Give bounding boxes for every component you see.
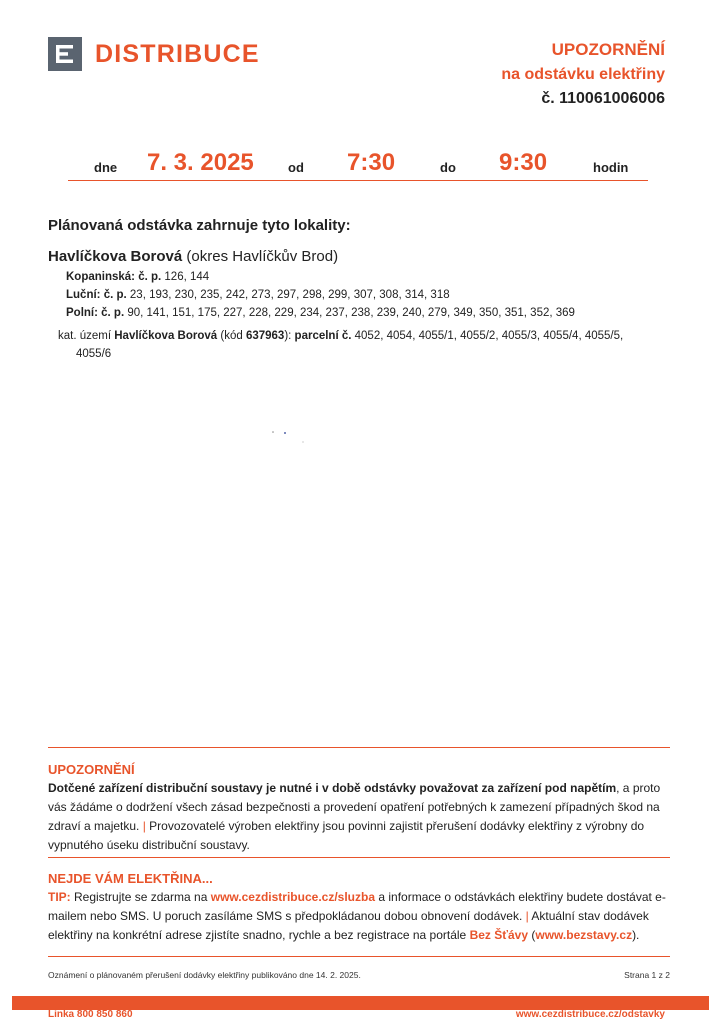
footer-band: [12, 996, 709, 1010]
outage-date: 7. 3. 2025: [147, 149, 254, 176]
town-name: Havlíčkova Borová: [48, 248, 183, 265]
divider: [48, 956, 670, 957]
hotline-text: Linka 800 850 860: [48, 1009, 133, 1020]
street-numbers: 23, 193, 230, 235, 242, 273, 297, 298, 299, 307, 308, 314, 318: [126, 289, 450, 301]
street-name: Kopaninská: č. p.: [66, 271, 162, 283]
warning-title: UPOZORNĚNÍ: [48, 762, 135, 777]
town-district: (okres Havlíčkův Brod): [182, 248, 339, 265]
outage-start-time: 7:30: [347, 149, 396, 176]
cadastral-parcels: [58, 327, 670, 363]
street-numbers: 126, 144: [161, 271, 210, 283]
logo-text: DISTRIBUCE: [95, 39, 260, 68]
cadastral-code-prefix: (kód: [217, 330, 246, 342]
no-power-text-5: ).: [632, 928, 640, 942]
divider: [48, 747, 670, 748]
localities-heading: Plánovaná odstávka zahrnuje tyto lokality:: [48, 217, 351, 234]
parcel-numbers-continued: 4055/6: [76, 348, 112, 360]
day-label: dne: [94, 160, 118, 175]
publication-note: Oznámení o plánovaném přerušení dodávky elektřiny publikováno dne 14. 2. 2025.: [48, 970, 361, 980]
divider: [48, 857, 670, 858]
no-power-text-2: a informace o odstávkách elektřiny budete dostávat e-mailem nebo SMS. U poruch zasíláme SMS s předpokládanou dobou obnovení dodávek.: [48, 890, 666, 923]
warning-text-1: , a proto vás žádáme o dodržení všech zásad bezpečnosti a provedení opatření potřebných k zamezení případných škod na zdraví a majetku.: [48, 781, 661, 833]
registration-link[interactable]: www.cezdistribuce.cz/sluzba: [210, 890, 376, 904]
notice-title: [501, 37, 665, 111]
portal-name: Bez Šťávy: [469, 928, 529, 942]
street-name: Polní: č. p.: [66, 307, 125, 319]
no-power-text-4: (: [528, 928, 536, 942]
no-power-title: NEJDE VÁM ELEKTŘINA...: [48, 871, 213, 886]
company-logo: [48, 37, 260, 71]
street-item: [66, 304, 575, 322]
hours-label: hodin: [593, 160, 629, 175]
parcel-numbers: 4052, 4054, 4055/1, 4055/2, 4055/3, 4055/4, 4055/5,: [351, 330, 624, 342]
notice-number: č. 110061006006: [541, 90, 665, 107]
warning-separator: |: [142, 819, 146, 833]
no-power-text: [48, 888, 673, 945]
warning-text-2: Provozovatelé výroben elektřiny jsou povinni zajistit přerušení dodávky elektřiny z výrobny do vypnutého úseku distribuční soustavy.: [48, 819, 645, 852]
street-item: [66, 286, 575, 304]
warning-bold-text: Dotčené zařízení distribuční soustavy je nutné i v době odstávky považovat za zařízení pod napětím: [48, 781, 617, 795]
scan-specks: [270, 426, 310, 446]
tip-label: TIP:: [48, 890, 71, 904]
cadastral-area-name: Havlíčkova Borová: [114, 330, 218, 342]
to-label: do: [440, 160, 456, 175]
no-power-text-3: Aktuální stav dodávek elektřiny na konkrétní adrese zjistíte snadno, rychle a bez registrace na portále: [48, 909, 649, 942]
parcel-label: parcelní č.: [294, 330, 352, 342]
street-list: [66, 268, 575, 322]
schedule-row: [68, 146, 648, 181]
cez-logo-icon: [48, 37, 82, 71]
street-name: Luční: č. p.: [66, 289, 127, 301]
cadastral-prefix: kat. území: [58, 330, 115, 342]
outage-end-time: 9:30: [499, 149, 548, 176]
town-line: [48, 248, 338, 265]
outages-website-link[interactable]: www.cezdistribuce.cz/odstavky: [515, 1009, 665, 1020]
no-power-text-1: Registrujte se zdarma na: [70, 890, 211, 904]
notice-heading: UPOZORNĚNÍ: [551, 40, 665, 59]
page-number: Strana 1 z 2: [624, 970, 670, 980]
cadastral-code: 637963: [245, 330, 285, 342]
cadastral-code-suffix: ):: [284, 330, 295, 342]
no-power-separator: |: [525, 909, 529, 923]
street-numbers: 90, 141, 151, 175, 227, 228, 229, 234, 237, 238, 239, 240, 279, 349, 350, 351, 352, 369: [124, 307, 575, 319]
notice-subheading: na odstávku elektřiny: [501, 66, 665, 83]
portal-link[interactable]: www.bezstavy.cz: [535, 928, 633, 942]
from-label: od: [288, 160, 304, 175]
warning-text: [48, 779, 673, 855]
street-item: [66, 268, 575, 286]
